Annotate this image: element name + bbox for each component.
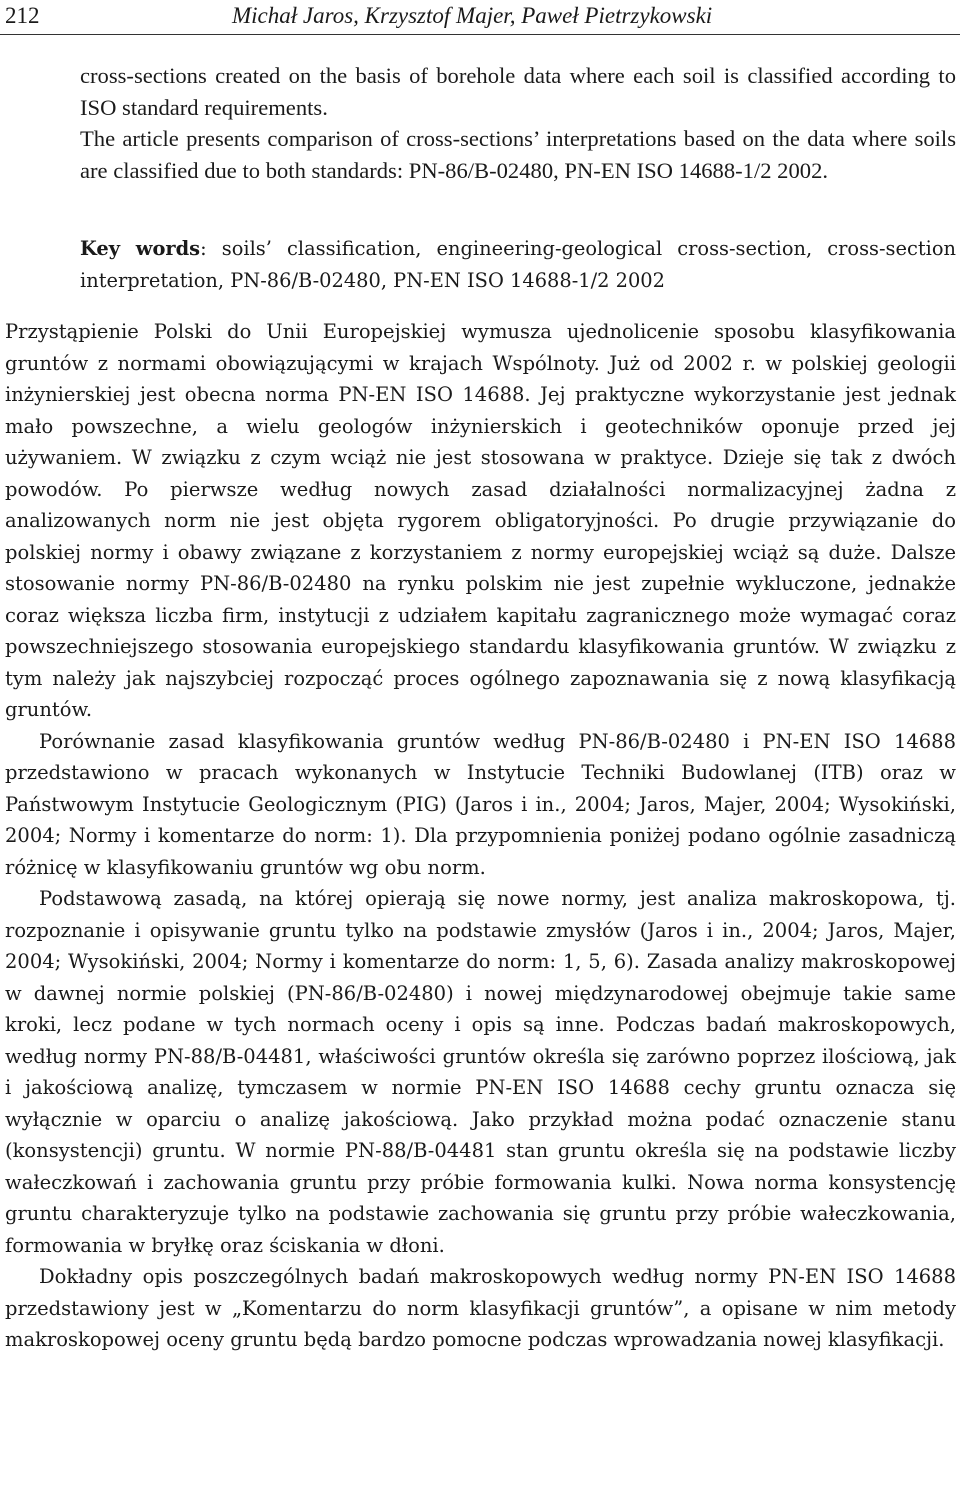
running-header xyxy=(0,2,960,35)
abstract xyxy=(80,60,956,186)
body-paragraph: Podstawową zasadą, na której opierają się nowe normy, jest analiza makroskopowa, tj. rozpoznanie i opisywanie gruntu tylko na podstawie zmysłów (Jaros i in., 2004; Jaros, Majer, 2004; Wysokiński, 2004; Normy i komentarze do norm: 1, 5, 6). Zasada analizy makroskopowej w dawnej normie polskiej (PN-86/B-02480) i nowej międzynarodowej obejmuje takie same kroki, lecz podane w tych normach oceny i opis są inne. Podczas badań makroskopowych, według normy PN-88/B-04481, właściwości gruntów określa się zarówno poprzez ilościową, jak i jakościową analizę, tymczasem w normie PN-EN ISO 14688 cechy gruntu oznacza się wyłącznie w oparciu o analizę jakościową. Jako przykład można podać oznaczenie stanu (konsystencji) gruntu. W normie PN-88/B-04481 stan gruntu określa się na podstawie liczby wałeczkowań i zachowania gruntu przy próbie formowania kulki. Nowa norma konsystencję gruntu charakteryzuje tylko na podstawie zachowania się gruntu przy próbie wałeczkowania, formowania w bryłkę oraz ściskania w dłoni. xyxy=(5,887,956,1257)
body-paragraph: Przystąpienie Polski do Unii Europejskiej wymusza ujednolicenie sposobu klasyfikowania gruntów z normami obowiązującymi w krajach Wspólnoty. Już od 2002 r. w polskiej geologii inżynierskiej jest obecna norma PN-EN ISO 14688. Jej praktyczne wykorzystanie jest jednak mało powszechne, a wielu geologów inżynierskich i geotechników oponuje przed jej używaniem. W związku z czym wciąż nie jest stosowana w praktyce. Dzieje się tak z dwóch powodów. Po pierwsze według nowych zasad działalności normalizacyjnej żadna z analizowanych norm nie jest objęta rygorem obligatoryjności. Po drugie przywiązanie do polskiej normy i obawy związane z korzystaniem z normy europejskiej wciąż są duże. Dalsze stosowanie normy PN-86/B-02480 na rynku polskim nie jest zupełnie wykluczone, jednakże coraz większa liczba firm, instytucji z udziałem kapitału zagranicznego może wymagać coraz powszechniejszego stosowania europejskiego standardu klasyfikowania gruntów. W związku z tym należy jak najszybciej rozpocząć proces ogólnego zapoznawania się z nową klasyfikacją gruntów. xyxy=(5,320,956,721)
page-number: 212 xyxy=(5,3,40,28)
body-text xyxy=(5,316,956,1356)
body-paragraph: Porównanie zasad klasyfikowania gruntów według PN-86/B-02480 i PN-EN ISO 14688 przedstawiono w pracach wykonanych w Instytucie Techniki Budowlanej (ITB) oraz w Państwowym Instytucie Geologicznym (PIG) (Jaros i in., 2004; Jaros, Majer, 2004; Wysokiński, 2004; Normy i komentarze do norm: 1). Dla przypomnienia poniżej podano ogólnie zasadniczą różnicę w klasyfikowaniu gruntów wg obu norm. xyxy=(5,729,956,879)
abstract-paragraph: cross-sections created on the basis of borehole data where each soil is classified according to ISO standard requirements. xyxy=(80,63,956,120)
body-paragraph: Dokładny opis poszczególnych badań makroskopowych według normy PN-EN ISO 14688 przedstawiony jest w „Komentarzu do norm klasyfikacji gruntów”, a opisane w nim metody makroskopowej oceny gruntu będą bardzo pomocne podczas wprowadzania nowej klasyfikacji. xyxy=(5,1265,956,1351)
running-header-authors: Michał Jaros, Krzysztof Majer, Paweł Pietrzykowski xyxy=(232,3,713,28)
abstract-paragraph: The article presents comparison of cross-sections’ interpretations based on the data where soils are classified due to both standards: PN-86/B-02480, PN-EN ISO 14688-1/2 2002. xyxy=(80,126,956,183)
keywords-label: Key words xyxy=(80,237,201,260)
keywords-paragraph xyxy=(80,233,956,296)
keywords-text: : soils’ classification, engineering-geological cross-section, cross-section interpretation, PN-86/B-02480, PN-EN ISO 14688-1/2 2002 xyxy=(80,237,956,292)
keywords-block xyxy=(80,233,956,296)
